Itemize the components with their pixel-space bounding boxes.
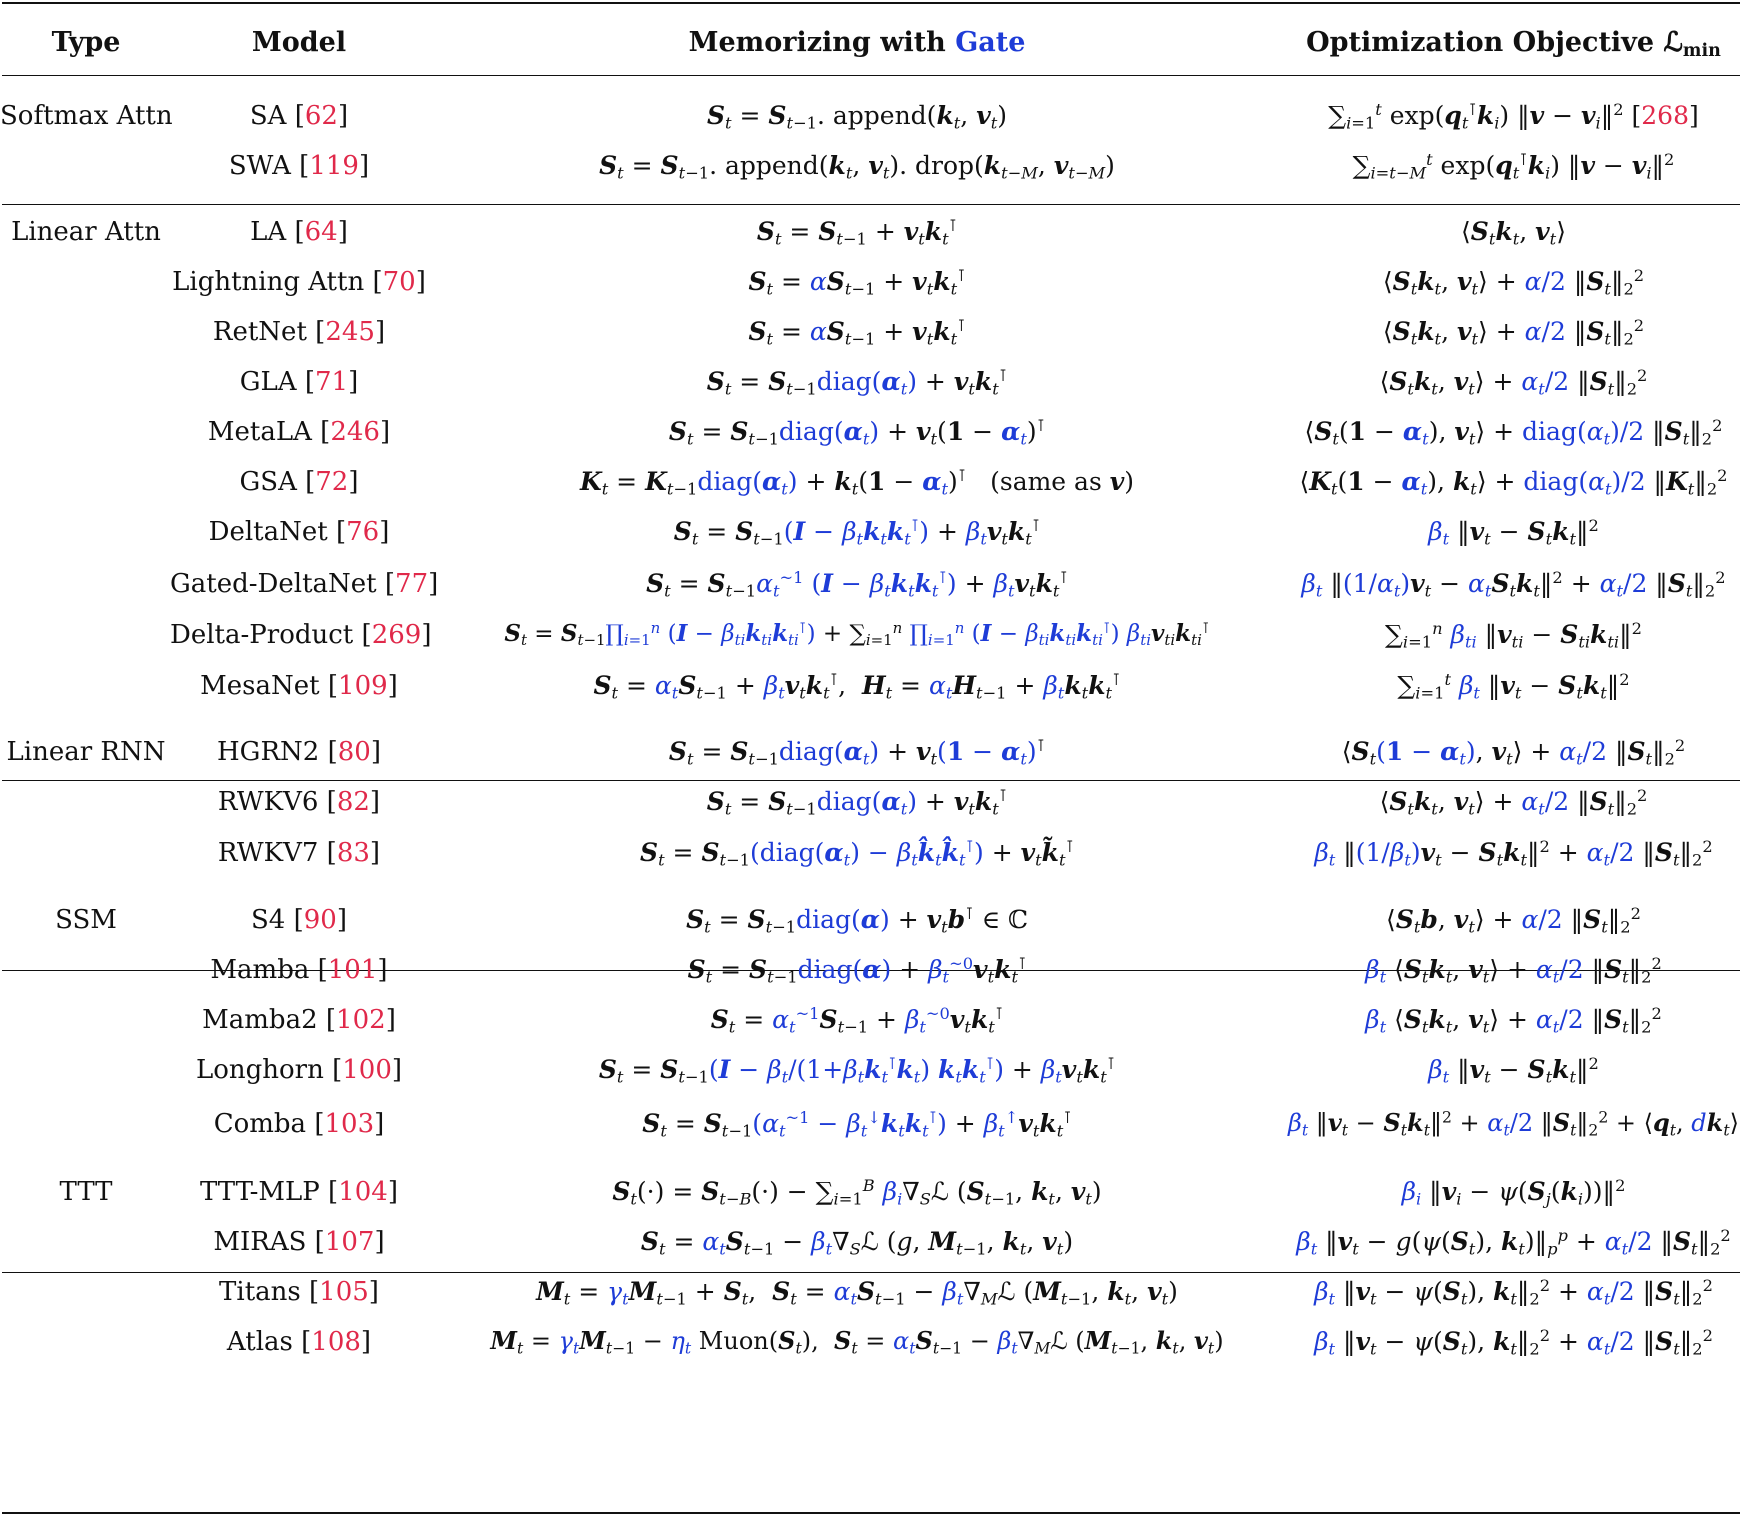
memorizing-formula: $S_t = \alpha_tS_{t-1}$ − $\beta_t\nabla_Sℒ$ (g, $M_{t-1}$, $k_t$, $v_t$)	[640, 1227, 1074, 1259]
objective-formula: $⟨S_tk_t$, $v_t⟩ + \alpha_t/2$ $‖S_t‖_2^2$	[1379, 366, 1648, 399]
bottom-rule	[2, 1512, 1740, 1514]
group-type: Softmax Attn	[0, 101, 173, 131]
memorizing-formula: $S_t = S_{t-1}(I - \beta_t/(1+\beta_tk_t^⊺k_t) k_tk_t^⊺) + \beta_tv_tk_t^⊺$	[598, 1054, 1116, 1087]
header-rule	[2, 75, 1740, 76]
objective-formula: $\beta_t$ $‖(1/\beta_t)v_t$ − $S_tk_t‖^2 + \alpha_t/2$ $‖S_t‖_2^2$	[1314, 837, 1713, 870]
memorizing-formula: $S_t = \alpha S_{t-1} + v_tk_t^⊺$	[748, 316, 966, 349]
memorizing-formula: $M_t = \gamma_tM_{t-1} + S_t$, $S_t = \alpha_tS_{t-1}$ − $\beta_t\nabla_Mℒ$ ($M_{t-1}$, $k_t$, $v_t$)	[536, 1277, 1178, 1309]
citation-link[interactable]: 76	[346, 517, 380, 547]
memorizing-formula: $S_t$ = $S_{t-1}diag(\alpha) + v_tb^⊺$ ∈ ℂ	[686, 904, 1028, 937]
memorizing-formula: $S_t$ = $S_{t-1}diag(\alpha_t) + v_tk_t^⊺$	[706, 786, 1008, 819]
header-objective: Optimization Objective ℒ$_{min}$	[1306, 27, 1721, 61]
citation-link[interactable]: 82	[336, 787, 370, 817]
objective-formula: $⟨S_tk_t$, $v_t⟩ + \alpha_t/2$ $‖S_t‖_2^2$	[1379, 786, 1648, 819]
citation-link[interactable]: 77	[395, 569, 429, 599]
model-name: GLA [71]	[239, 367, 359, 397]
objective-formula: $\beta_t$ $⟨S_tk_t$, $v_t⟩ + \alpha_t/2$ $‖S_t‖_2^2$	[1365, 1004, 1662, 1037]
model-name: Titans [105]	[219, 1277, 379, 1307]
memorizing-formula: $S_t$ = $S_{t-1}diag(\alpha_t) + v_t(1 - \alpha_t)^⊺$	[668, 736, 1046, 769]
citation-link[interactable]: 245	[325, 317, 375, 347]
memorizing-formula: $S_t = S_{t-1}\alpha_t^{\sim 1}$ $(I - \beta_tk_tk_t^⊺) + \beta_tv_tk_t^⊺$	[646, 568, 1068, 601]
model-name: SWA [119]	[228, 151, 370, 181]
memorizing-formula: $S_t$ = $S_{t-1}diag(\alpha) + \beta_t^{\sim 0}v_tk_t^⊺$	[687, 954, 1027, 987]
model-name: Lightning Attn [70]	[172, 267, 426, 297]
objective-formula: $\beta_t$ $‖v_t - \psi(S_t)$, $k_t‖_2^2 + \alpha_t/2$ $‖S_t‖_2^2$	[1314, 1276, 1713, 1309]
objective-formula: $\beta_t$ $‖v_t$ − $S_tk_t‖^2$	[1428, 516, 1599, 549]
citation-link[interactable]: 107	[324, 1227, 375, 1257]
model-name: Atlas [108]	[226, 1327, 372, 1357]
memorizing-formula: $S_t = S_{t-1}$. $append(k_t$, $v_t$)	[706, 101, 1008, 133]
memorizing-formula: $S_t$ = $S_{t-1}(diag(\alpha_t)$ − $\beta_tk̂_tk̂_t^⊺$) + $v_tk̃_t^⊺$	[640, 837, 1074, 870]
group-type: TTT	[59, 1177, 113, 1207]
objective-formula: $\beta_t$ $‖v_t - g(\psi(S_t)$, $k_t)‖_p^p + \alpha_t/2$ $‖S_t‖_2^2$	[1296, 1226, 1731, 1259]
group-rule	[2, 780, 1740, 781]
objective-formula: $⟨S_tk_t$, $v_t⟩ + \alpha/2$ $‖S_t‖_2^2$	[1382, 266, 1645, 299]
model-name: Gated-DeltaNet [77]	[170, 569, 439, 599]
citation-link[interactable]: 109	[338, 671, 388, 701]
memorizing-formula: $S_t$ = $S_{t-1}diag(\alpha_t) + v_t(1 - \alpha_t)^⊺$	[668, 416, 1046, 449]
objective-formula: $\beta_t$ $⟨S_tk_t$, $v_t⟩ + \alpha_t/2$ $‖S_t‖_2^2$	[1365, 954, 1662, 987]
memorizing-formula: $S_t = \alpha_t^{\sim 1}S_{t-1} + \beta_t^{\sim 0}v_tk_t^⊺$	[710, 1004, 1004, 1037]
citation-link[interactable]: 105	[319, 1277, 369, 1307]
model-name: S4 [90]	[250, 905, 348, 935]
objective-formula: $⟨S_tb$, $v_t⟩ + \alpha/2$ $‖S_t‖_2^2$	[1386, 904, 1641, 937]
objective-formula: $\sum_{i=1}^t$ $\beta_t$ $‖v_t$ − $S_tk_t‖^2$	[1397, 670, 1630, 703]
model-name: MesaNet [109]	[200, 671, 398, 701]
model-name: Mamba2 [102]	[202, 1005, 396, 1035]
memorizing-formula: $M_t = \gamma_tM_{t-1} - \eta_t$ $Muon(S_t)$, $S_t = \alpha_tS_{t-1}$ − $\beta_t\nabla_Mℒ$ ($M_{t-1}$, $k_t$, $v_t$)	[490, 1326, 1224, 1358]
model-name: GSA [72]	[239, 467, 359, 497]
citation-link[interactable]: 64	[304, 217, 338, 247]
citation-link[interactable]: 62	[304, 101, 338, 131]
objective-formula: $\beta_t$ $‖v_t - \psi(S_t)$, $k_t‖_2^2 + \alpha_t/2$ $‖S_t‖_2^2$	[1314, 1326, 1713, 1359]
citation-link[interactable]: 72	[315, 467, 349, 497]
model-name: HGRN2 [80]	[217, 737, 381, 767]
model-name: MIRAS [107]	[213, 1227, 385, 1257]
citation-link[interactable]: 104	[338, 1177, 388, 1207]
objective-formula: $\sum_{i=1}^t$ $\exp(q_t^⊺k_i)$ ‖v − $v_i‖^2$ [268]	[1328, 100, 1699, 133]
group-type: Linear RNN	[6, 737, 166, 767]
citation-link[interactable]: 269	[371, 620, 422, 650]
header-type: Type	[51, 27, 121, 58]
model-name: Comba [103]	[213, 1109, 385, 1139]
objective-formula: $\beta_t$ $‖v_t$ − $S_tk_t‖^2$	[1428, 1054, 1599, 1087]
group-rule	[2, 1272, 1740, 1273]
citation-link[interactable]: 71	[314, 367, 349, 397]
model-name: DeltaNet [76]	[208, 517, 390, 547]
model-name: LA [64]	[250, 217, 348, 247]
memorizing-formula: $S_t = S_{t-1}(I - \beta_tk_tk_t^⊺) + \beta_tv_tk_t^⊺$	[673, 516, 1041, 549]
objective-formula: $⟨K_t(1 - \alpha_t)$, $k_t⟩$ + $diag(\alpha_t)/2$ $‖K_t‖_2^2$	[1299, 466, 1728, 499]
citation-link[interactable]: 101	[327, 955, 378, 985]
model-name: Longhorn [100]	[195, 1055, 403, 1085]
memorizing-formula: $S_t$ = $S_{t-1}\prod_{i=1}^n$ $(I - \beta_{ti}k_{ti}k_{ti}^⊺) + \sum_{i=1}^n$ $\prod_{i=1}^n$ $(I - \beta_{ti}k_{ti}k_{ti}^⊺)$ $\beta_{ti}v_{ti}k_{ti}^⊺$	[504, 618, 1210, 650]
memorizing-formula: $S_t = S_{t-1} + v_tk_t^⊺$	[756, 216, 958, 249]
citation-link[interactable]: 119	[309, 151, 359, 181]
objective-formula: $\sum_{i=t-M}^t$ $\exp(q_t^⊺k_i)$ ‖v − $v_i‖^2$	[1352, 150, 1675, 183]
header-memorizing: Memorizing with Gate	[688, 27, 1026, 58]
citation-link[interactable]: 268	[1641, 101, 1689, 130]
citation-link[interactable]: 90	[303, 905, 337, 935]
objective-formula: $⟨S_t(1 - \alpha_t)$, $v_t⟩ + \alpha_t/2$ $‖S_t‖_2^2$	[1341, 736, 1686, 769]
model-name: MetaLA [246]	[207, 417, 391, 447]
citation-link[interactable]: 102	[336, 1005, 386, 1035]
group-type: SSM	[55, 905, 117, 935]
model-name: RWKV7 [83]	[217, 838, 381, 868]
citation-link[interactable]: 80	[337, 737, 371, 767]
objective-formula: $\beta_t$ $‖(1/\alpha_t)v_t$ − $\alpha_tS_tk_t‖^2 + \alpha_t/2$ $‖S_t‖_2^2$	[1301, 568, 1726, 601]
model-name: RetNet [245]	[212, 317, 386, 347]
model-name: Delta-Product [269]	[170, 620, 432, 650]
memorizing-formula: $S_t = S_{t-1}$. $append(k_t$, $v_t$). $drop(k_{t-M}$, $v_{t-M}$)	[599, 151, 1115, 183]
objective-formula: $\sum_{i=1}^n$ $\beta_{ti}$ $‖v_{ti}$ − $S_{ti}k_{ti}‖^2$	[1385, 619, 1642, 652]
citation-link[interactable]: 83	[336, 838, 370, 868]
objective-formula: $⟨S_t(1 - \alpha_t)$, $v_t⟩$ + $diag(\alpha_t)/2$ $‖S_t‖_2^2$	[1304, 416, 1723, 449]
objective-formula: $⟨S_tk_t$, $v_t⟩ + \alpha/2$ $‖S_t‖_2^2$	[1382, 316, 1645, 349]
model-name: TTT-MLP [104]	[199, 1177, 399, 1207]
citation-link[interactable]: 103	[324, 1109, 375, 1139]
objective-formula: $⟨S_tk_t$, $v_t⟩$	[1461, 217, 1566, 249]
citation-link[interactable]: 70	[382, 267, 416, 297]
group-rule	[2, 204, 1740, 205]
citation-link[interactable]: 108	[311, 1327, 361, 1357]
memorizing-formula: $S_t = S_{t-1}(\alpha_t^{\sim 1} - \beta_t^↓k_tk_t^⊺) + \beta_t^↑v_tk_t^⊺$	[642, 1108, 1072, 1141]
citation-link[interactable]: 246	[330, 417, 380, 447]
top-rule	[2, 2, 1740, 4]
memorizing-formula: $S_t(\cdot) = S_{t-B}(\cdot) - \sum_{i=1}^B$ $\beta_i\nabla_Sℒ$ ($S_{t-1}$, $k_t$, $v_t$)	[612, 1176, 1102, 1209]
memorizing-formula: $S_t$ = $S_{t-1}diag(\alpha_t) + v_tk_t^⊺$	[706, 366, 1008, 399]
memorizing-formula: $S_t = \alpha_tS_{t-1} + \beta_tv_tk_t^⊺$, $H_t = \alpha_tH_{t-1} + \beta_tk_tk_t^⊺$	[593, 670, 1121, 703]
model-name: SA [62]	[249, 101, 349, 131]
citation-link[interactable]: 100	[342, 1055, 392, 1085]
memorizing-formula: $K_t$ = $K_{t-1}diag(\alpha_t) + k_t(1 - \alpha_t)^⊺$ (same as v)	[579, 466, 1135, 499]
objective-formula: $\beta_i$ $‖v_i$ − $\psi(S_j(k_i))‖^2$	[1401, 1176, 1626, 1209]
group-type: Linear Attn	[11, 217, 161, 247]
model-name: Mamba [101]	[210, 955, 388, 985]
header-model: Model	[251, 27, 347, 58]
memorizing-formula: $S_t = \alpha S_{t-1} + v_tk_t^⊺$	[748, 266, 966, 299]
model-name: RWKV6 [82]	[217, 787, 381, 817]
objective-formula: $\beta_t$ $‖v_t$ − $S_tk_t‖^2 + \alpha_t/2$ $‖S_t‖_2^2$ + $⟨q_t$, $dk_t⟩$	[1288, 1108, 1739, 1140]
